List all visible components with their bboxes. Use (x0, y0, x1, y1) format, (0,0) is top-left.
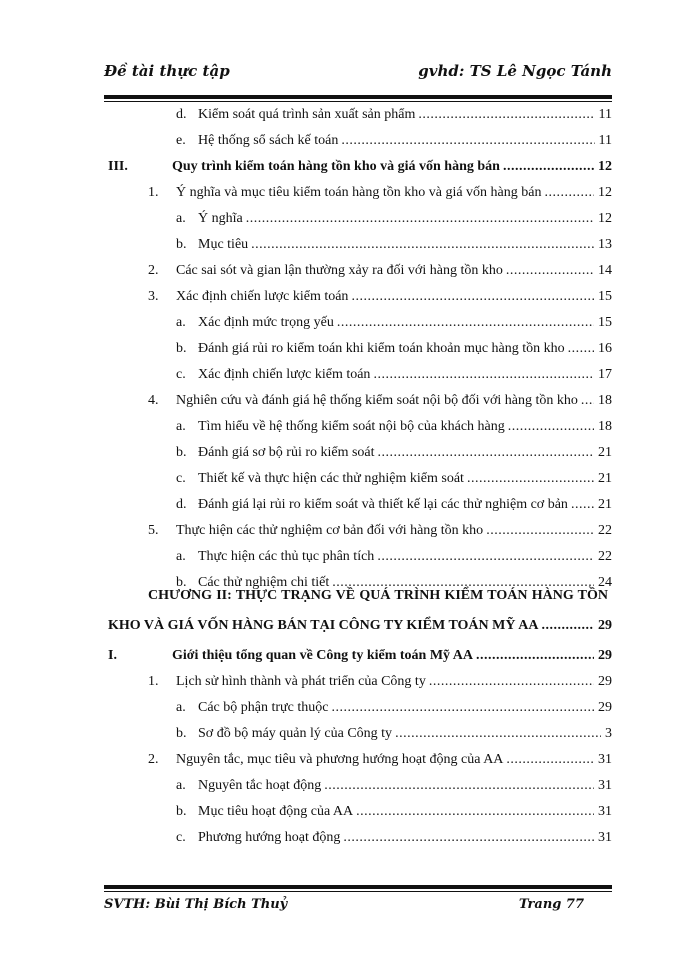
dot-leader (418, 103, 594, 127)
footer-author: SVTH: Bùi Thị Bích Thuỷ (104, 897, 288, 912)
toc-entry-page: 31 (598, 752, 612, 767)
toc-entry-title: Các bộ phận trực thuộc (198, 700, 329, 715)
chapter-heading-line2 (0, 614, 700, 638)
toc-entry-page: 15 (598, 289, 612, 304)
toc-entry (0, 337, 700, 361)
dot-leader (508, 415, 594, 439)
toc-entry (0, 800, 700, 824)
toc-entry-number: III. (108, 159, 128, 174)
dot-leader (486, 519, 594, 543)
toc-entry-title: Quy trình kiểm toán hàng tồn kho và giá vốn hàng bán (172, 159, 500, 174)
toc-entry-page: 21 (598, 445, 612, 460)
toc-entry-number: 1. (148, 185, 159, 200)
toc-entry-page: 29 (598, 648, 612, 663)
dot-leader (506, 259, 594, 283)
toc-entry-title: Thực hiện các thủ tục phân tích (198, 549, 375, 564)
dot-leader (324, 774, 594, 798)
dot-leader (476, 644, 594, 668)
toc-entry (0, 748, 700, 772)
dot-leader (251, 233, 594, 257)
toc-entry-number: c. (176, 367, 186, 382)
dot-leader (467, 467, 594, 491)
toc-entry-number: d. (176, 497, 187, 512)
dot-leader (429, 670, 594, 694)
toc-entry-number: b. (176, 575, 187, 590)
toc-entry-number: c. (176, 471, 186, 486)
toc-entry-title: Đánh giá rủi ro kiểm toán khi kiểm toán khoản mục hàng tồn kho (198, 341, 565, 356)
toc-entry (0, 259, 700, 283)
toc-entry-page: 11 (598, 107, 612, 122)
toc-entry-title: Xác định mức trọng yếu (198, 315, 334, 330)
toc-entry-title: Các sai sót và gian lận thường xảy ra đối với hàng tồn kho (176, 263, 503, 278)
toc-entry (0, 389, 700, 413)
toc-entry (0, 233, 700, 257)
toc-entry-number: 2. (148, 752, 159, 767)
toc-entry-number: b. (176, 341, 187, 356)
toc-entry (0, 670, 700, 694)
toc-entry-title: Ý nghĩa và mục tiêu kiểm toán hàng tồn kho và giá vốn hàng bán (176, 185, 542, 200)
toc-entry-title: Kiểm soát quá trình sản xuất sản phẩm (198, 107, 416, 122)
toc-entry (0, 774, 700, 798)
toc-entry-number: 5. (148, 523, 159, 538)
toc-entry-title: Ý nghĩa (198, 211, 243, 226)
toc-entry-page: 22 (598, 549, 612, 564)
toc-entry-number: b. (176, 804, 187, 819)
toc-entry-number: 4. (148, 393, 159, 408)
dot-leader (581, 389, 594, 413)
toc-entry-title: Hệ thống sổ sách kế toán (198, 133, 339, 148)
toc-entry-title: Thực hiện các thử nghiệm cơ bản đối với hàng tồn kho (176, 523, 484, 538)
dot-leader (506, 748, 594, 772)
toc-entry-page: 18 (598, 419, 612, 434)
toc-entry (0, 181, 700, 205)
toc-entry-number: a. (176, 211, 186, 226)
toc-entry-number: c. (176, 830, 186, 845)
toc-entry-page: 12 (598, 185, 612, 200)
toc-entry-title: Các thử nghiệm chi tiết (198, 575, 330, 590)
dot-leader (332, 571, 594, 595)
dot-leader (568, 337, 594, 361)
toc-entry (0, 285, 700, 309)
toc-entry-page: 29 (598, 700, 612, 715)
chapter-page: 29 (598, 618, 612, 633)
toc-entry-title: Nghiên cứu và đánh giá hệ thống kiểm soát nội bộ đối với hàng tồn kho (176, 393, 578, 408)
dot-leader (356, 800, 594, 824)
toc-entry (0, 826, 700, 850)
footer-page-number: Trang 77 (518, 897, 584, 912)
toc-entry-title: Thiết kế và thực hiện các thử nghiệm kiểm soát (198, 471, 464, 486)
toc-entry-title: Mục tiêu hoạt động của AA (198, 804, 354, 819)
toc-entry (0, 644, 700, 668)
toc-entry-number: a. (176, 778, 186, 793)
toc-entry-title: Đánh giá sơ bộ rủi ro kiểm soát (198, 445, 375, 460)
header-title: Đề tài thực tập (104, 62, 230, 80)
dot-leader (343, 826, 594, 850)
header-advisor: gvhd: TS Lê Ngọc Tánh (418, 62, 612, 80)
dot-leader (541, 614, 594, 638)
dot-leader (351, 285, 594, 309)
toc-entry (0, 545, 700, 569)
dot-leader (337, 311, 594, 335)
toc-entry-page: 31 (598, 830, 612, 845)
toc-entry (0, 311, 700, 335)
toc-entry-number: d. (176, 107, 187, 122)
toc-entry (0, 571, 700, 595)
toc-entry (0, 441, 700, 465)
toc-entry (0, 207, 700, 231)
toc-entry (0, 415, 700, 439)
toc-entry-page: 22 (598, 523, 612, 538)
toc-entry-number: 3. (148, 289, 159, 304)
toc-entry (0, 155, 700, 179)
toc-entry-number: a. (176, 315, 186, 330)
toc-entry (0, 493, 700, 517)
toc-entry (0, 519, 700, 543)
dot-leader (331, 696, 594, 720)
toc-entry-page: 21 (598, 471, 612, 486)
toc-entry (0, 696, 700, 720)
toc-entry-number: 2. (148, 263, 159, 278)
toc-entry-number: b. (176, 726, 187, 741)
toc-entry-title: Xác định chiến lược kiểm toán (176, 289, 349, 304)
dot-leader (544, 181, 594, 205)
toc-entry-title: Tìm hiểu về hệ thống kiểm soát nội bộ của khách hàng (198, 419, 505, 434)
toc-entry-title: Lịch sử hình thành và phát triển của Công ty (176, 674, 426, 689)
toc-entry-page: 31 (598, 778, 612, 793)
toc-entry-page: 15 (598, 315, 612, 330)
toc-entry-page: 12 (598, 211, 612, 226)
toc-entry-number: e. (176, 133, 186, 148)
toc-entry-title: Sơ đồ bộ máy quản lý của Công ty (198, 726, 393, 741)
toc-entry (0, 129, 700, 153)
toc-entry-title: Mục tiêu (198, 237, 249, 252)
toc-entry-page: 3 (605, 726, 612, 741)
toc-entry (0, 467, 700, 491)
toc-entry-page: 18 (598, 393, 612, 408)
toc-entry (0, 722, 700, 746)
toc-entry-number: b. (176, 237, 187, 252)
toc-entry-number: a. (176, 549, 186, 564)
dot-leader (246, 207, 594, 231)
toc-entry-page: 29 (598, 674, 612, 689)
chapter-heading-text: KHO VÀ GIÁ VỐN HÀNG BÁN TẠI CÔNG TY KIỂM TOÁN MỸ AA (108, 618, 539, 633)
dot-leader (373, 363, 594, 387)
footer-rule-thin (104, 891, 612, 892)
toc-entry-title: Phương hướng hoạt động (198, 830, 341, 845)
toc-entry-page: 13 (598, 237, 612, 252)
toc-entry-page: 14 (598, 263, 612, 278)
dot-leader (378, 441, 594, 465)
toc-entry-title: Nguyên tắc hoạt động (198, 778, 322, 793)
dot-leader (571, 493, 594, 517)
toc-entry-page: 17 (598, 367, 612, 382)
footer-rule-thick (104, 885, 612, 889)
toc-entry-page: 24 (598, 575, 612, 590)
toc-entry (0, 103, 700, 127)
toc-entry-title: Xác định chiến lược kiểm toán (198, 367, 371, 382)
toc-entry-page: 12 (598, 159, 612, 174)
toc-entry-page: 21 (598, 497, 612, 512)
dot-leader (377, 545, 594, 569)
chapter-heading-line1: CHƯƠNG II: THỰC TRẠNG VỀ QUÁ TRÌNH KIỂM TOÁN HÀNG TỒN (148, 588, 608, 603)
toc-entry-page: 16 (598, 341, 612, 356)
toc-entry-number: 1. (148, 674, 159, 689)
toc-entry-title: Đánh giá lại rủi ro kiểm soát và thiết kế lại các thử nghiệm cơ bản (198, 497, 568, 512)
toc-entry-title: Giới thiệu tổng quan về Công ty kiểm toán Mỹ AA (172, 648, 473, 663)
dot-leader (341, 129, 594, 153)
toc-entry-number: a. (176, 700, 186, 715)
toc-entry-number: a. (176, 419, 186, 434)
toc-entry-number: b. (176, 445, 187, 460)
dot-leader (503, 155, 594, 179)
toc-entry-page: 31 (598, 804, 612, 819)
dot-leader (395, 722, 601, 746)
toc-entry-page: 11 (598, 133, 612, 148)
toc-entry-number: I. (108, 648, 117, 663)
toc-entry (0, 363, 700, 387)
toc-entry-title: Nguyên tắc, mục tiêu và phương hướng hoạt động của AA (176, 752, 504, 767)
